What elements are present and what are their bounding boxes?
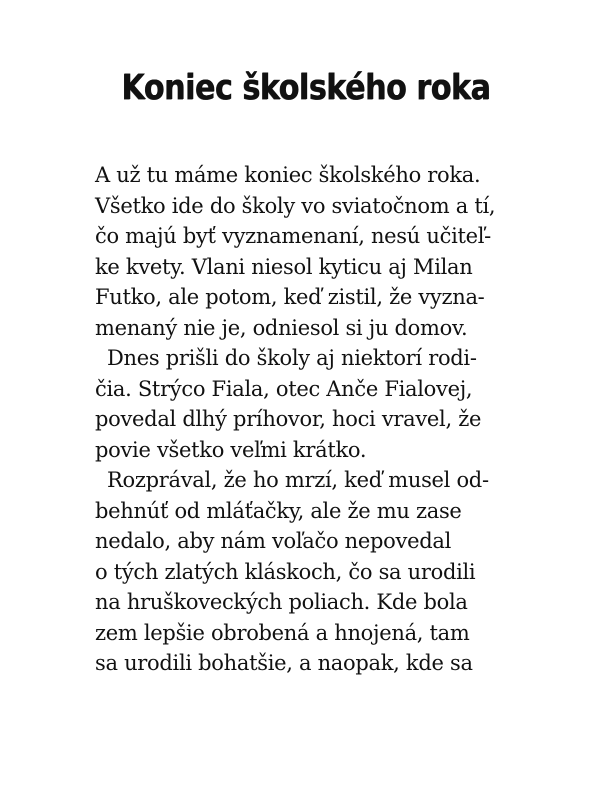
text-line: behnúť od mláťačky, ale že mu zase (95, 498, 462, 523)
text-line: čia. Strýco Fiala, otec Anče Fialovej, (95, 376, 473, 401)
text-line: sa urodili bohatšie, a naopak, kde sa (95, 651, 473, 675)
text-line: povie všetko veľmi krátko. (95, 437, 367, 462)
text-line: čo majú byť vyznamenaní, nesú učiteľ- (95, 224, 491, 248)
paragraph-start-line: Dnes prišli do školy aj niektorí rodi- (107, 346, 477, 370)
paragraph-start-line: Rozprával, že ho mrzí, keď musel od- (107, 468, 489, 492)
text-line: povedal dlhý príhovor, hoci vravel, že (95, 407, 482, 431)
body-text (95, 160, 555, 679)
text-line: Futko, ale potom, keď zistil, že vyzna- (95, 285, 485, 309)
text-line: Všetko ide do školy vo sviatočnom a tí, (95, 193, 496, 218)
text-line: zem lepšie obrobená a hnojená, tam (95, 620, 470, 645)
text-line: A už tu máme koniec školského roka. (95, 163, 481, 187)
text-line: na hruškoveckých poliach. Kde bola (95, 590, 468, 614)
text-line: nedalo, aby nám voľačo nepovedal (95, 529, 451, 553)
text-line: o tých zlatých kláskoch, čo sa urodili (95, 559, 476, 584)
text-line: menaný nie je, odniesol si ju domov. (95, 315, 468, 340)
text-line: ke kvety. Vlani niesol kyticu aj Milan (95, 254, 473, 279)
chapter-title: Koniec školského roka (121, 68, 491, 108)
